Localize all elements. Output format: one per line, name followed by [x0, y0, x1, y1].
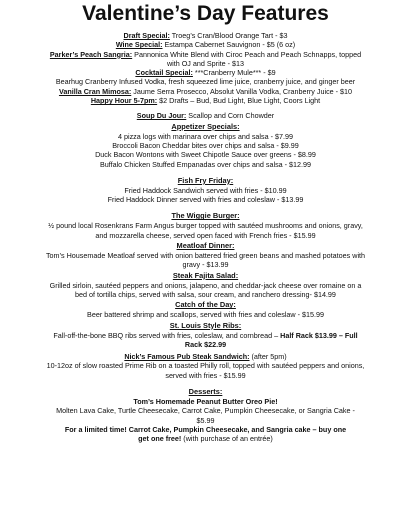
- fish-fry-item: Fried Haddock Sandwich served with fries - $10.99: [124, 185, 287, 195]
- fish-fry-heading: Fish Fry Friday:: [177, 175, 234, 185]
- menu-page: [0, 2, 411, 444]
- ribs-desc-text: Fall-off-the-bone BBQ ribs served with fries, coleslaw, and cornbread –: [53, 330, 281, 340]
- page-title: Valentine’s Day Features: [82, 2, 329, 25]
- desserts-heading: Desserts:: [188, 387, 223, 397]
- desserts-promo: For a limited time! Carrot Cake, Pumpkin Cheesecake, and Sangria cake – buy one: [64, 424, 347, 434]
- wiggie-desc: ½ pound local Rosenkrans Farm Angus burger topped with sautéed mushrooms and onions, gravy,: [48, 221, 363, 231]
- desserts-promo-note: (with purchase of an entrée): [181, 434, 273, 444]
- fish-fry-item: Fried Haddock Dinner served with fries and coleslaw - $13.99: [107, 195, 304, 205]
- desserts-price: $5.99: [196, 415, 215, 425]
- appetizer-item: Duck Bacon Wontons with Sweet Chipotle Sauce over greens - $8.99: [95, 150, 316, 160]
- draft-special: [4, 31, 407, 40]
- nicks-heading-line: [4, 352, 407, 361]
- fajita-desc: bed of tortilla chips, served with salsa, sour cream, and ranchero dressing- $14.99: [75, 289, 336, 299]
- wiggie-desc: and mozzarella cheese, served open faced with French fries - $15.99: [95, 230, 316, 240]
- appetizer-item: Broccoli Bacon Cheddar bites over chips and salsa - $9.99: [112, 140, 299, 150]
- ribs-price-cont: Rack $22.99: [184, 339, 227, 349]
- meatloaf-heading: Meatloaf Dinner:: [176, 241, 235, 251]
- appetizers-heading: Appetizer Specials:: [171, 121, 240, 131]
- meatloaf-desc: gravy - $13.99: [182, 260, 229, 270]
- nicks-note: (after 5pm): [249, 352, 287, 362]
- wine-special: [4, 40, 407, 49]
- desserts-promo-cont: [4, 434, 407, 443]
- draft-special-label: Draft Special:: [123, 31, 170, 40]
- wine-special-label: Wine Special:: [115, 40, 163, 50]
- appetizer-item: Buffalo Chicken Stuffed Empanadas over chips and salsa - $12.99: [99, 159, 312, 169]
- ribs-desc: [4, 331, 407, 340]
- vanilla-cran-mimosa: [4, 87, 407, 96]
- soup-du-jour: [4, 111, 407, 120]
- appetizer-item: 4 pizza logs with marinara over chips and salsa - $7.99: [118, 131, 293, 141]
- wiggie-heading: The Wiggie Burger:: [171, 211, 240, 221]
- soup-label: Soup Du Jour:: [136, 111, 187, 121]
- nicks-desc: served with fries - $15.99: [165, 370, 246, 380]
- draft-special-text: Troeg’s Cran/Blood Orange Tart - $3: [169, 31, 288, 40]
- cocktail-special-cont: Bearhug Cranberry Infused Vodka, fresh squeezed lime juice, cranberry juice, and ginger beer: [55, 77, 356, 87]
- vanilla-cran-mimosa-label: Vanilla Cran Mimosa:: [58, 86, 132, 96]
- peach-sangria-label: Parker’s Peach Sangria:: [49, 49, 133, 59]
- nicks-desc: 10-12oz of slow roasted Prime Rib on a toasted Philly roll, topped with sautéed peppers and onions,: [46, 361, 365, 371]
- peach-sangria-text: Pannonica White Blend with Ciroc Peach and Peach Schnapps, topped: [132, 49, 362, 59]
- catch-heading: Catch of the Day:: [175, 300, 236, 310]
- fajita-desc: Grilled sirloin, sautéed peppers and onions, jalapeno, and cheddar-jack cheese over romaine on a: [49, 280, 362, 290]
- desserts-promo-bold: get one free!: [138, 434, 182, 444]
- desserts-feature: Tom’s Homemade Peanut Butter Oreo Pie!: [133, 397, 278, 407]
- peach-sangria: [4, 50, 407, 59]
- happy-hour: [4, 96, 407, 105]
- ribs-price: Half Rack $13.99 – Full: [280, 330, 358, 340]
- cocktail-special-text: ***Cranberry Mule*** - $9: [192, 68, 276, 78]
- happy-hour-text: $2 Drafts – Bud, Bud Light, Blue Light, Coors Light: [157, 96, 321, 106]
- fajita-heading: Steak Fajita Salad:: [172, 270, 239, 280]
- desserts-list: Molten Lava Cake, Turtle Cheesecake, Carrot Cake, Pumpkin Cheesecake, or Sangria Cake -: [56, 406, 355, 416]
- meatloaf-desc: Tom’s Housemade Meatloaf served with onion battered fried green beans and mashed potatoes with: [45, 251, 366, 261]
- catch-desc: Beer battered shrimp and scallops, served with fries and coleslaw - $15.99: [87, 310, 324, 320]
- wine-special-text: Estampa Cabernet Sauvignon - $5 (6 oz): [162, 40, 296, 50]
- ribs-heading: St. Louis Style Ribs:: [169, 320, 242, 330]
- vanilla-cran-mimosa-text: Jaume Serra Prosecco, Absolut Vanilla Vodka, Cranberry Juice - $10: [131, 86, 353, 96]
- peach-sangria-cont: with OJ and Sprite - $13: [166, 58, 245, 68]
- happy-hour-label: Happy Hour 5-7pm:: [90, 96, 158, 106]
- nicks-heading: Nick’s Famous Pub Steak Sandwich:: [124, 352, 250, 362]
- cocktail-special: [4, 68, 407, 77]
- cocktail-special-label: Cocktail Special:: [135, 68, 193, 78]
- soup-text: Scallop and Corn Chowder: [186, 111, 275, 121]
